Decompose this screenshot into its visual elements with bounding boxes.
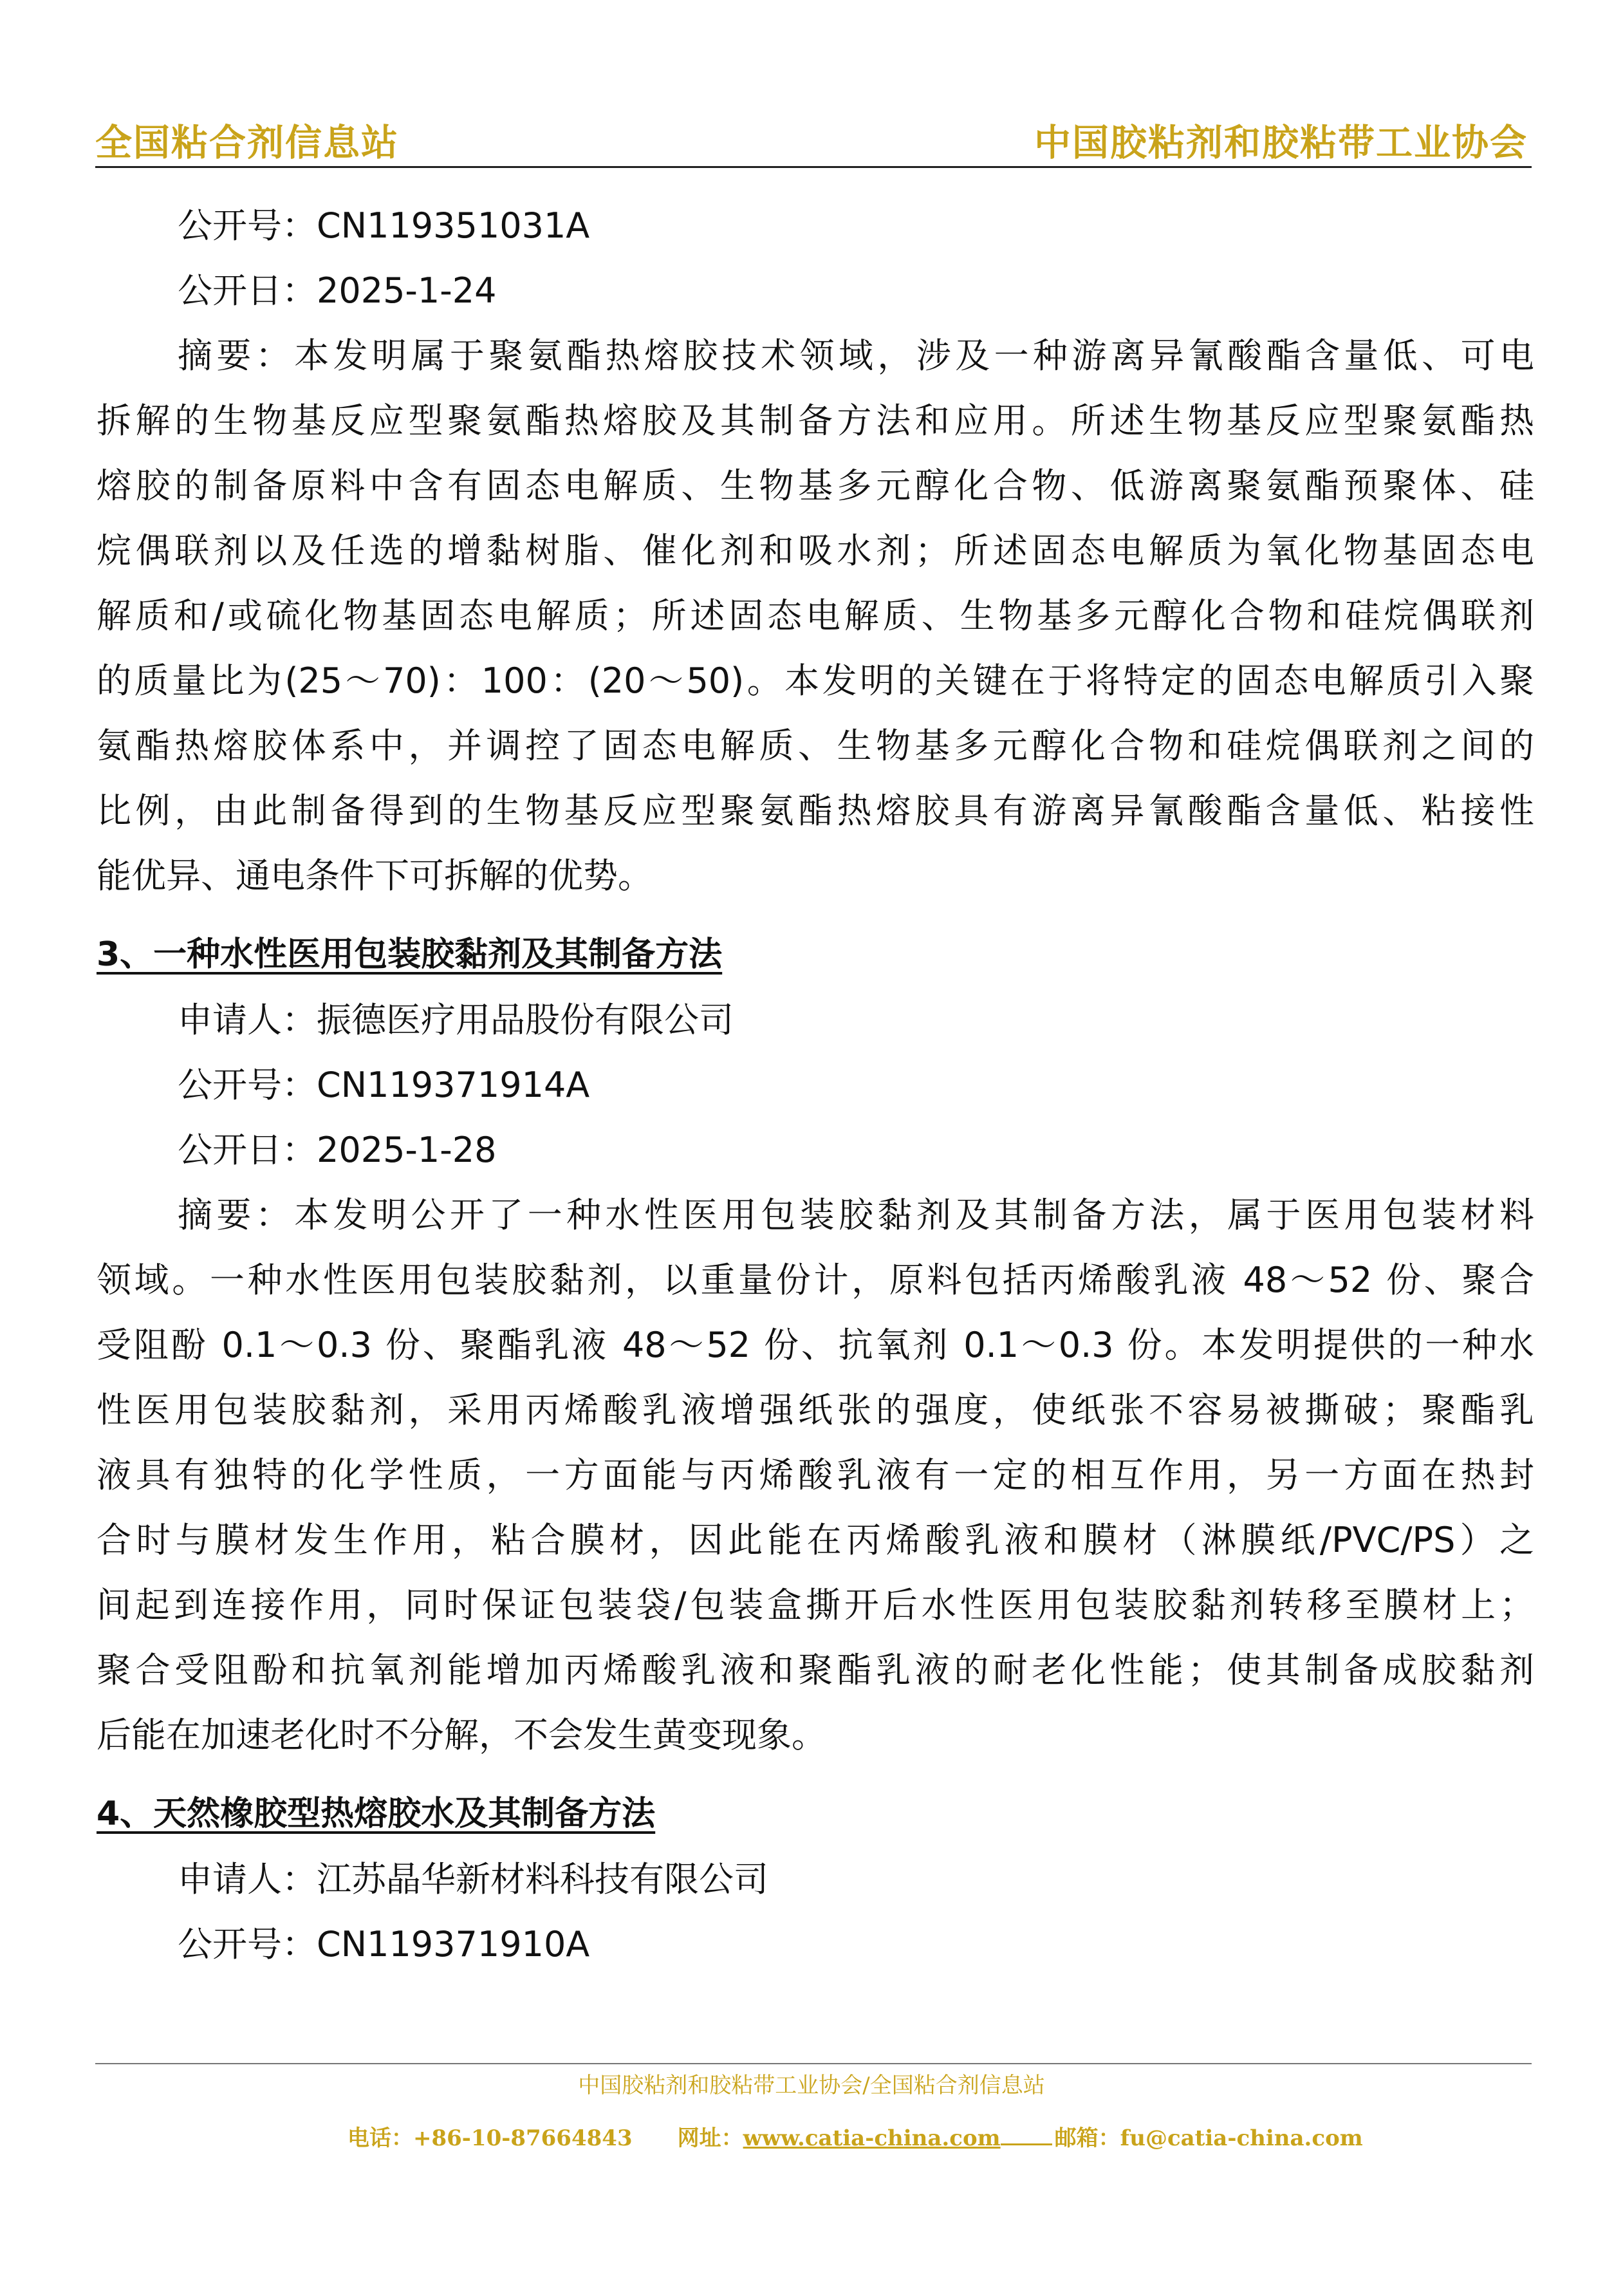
abstract-line: 烷偶联剂以及任选的增黏树脂、催化剂和吸水剂；所述固态电解质为氧化物基固态电 (97, 530, 1534, 571)
abstract-line: 液具有独特的化学性质，一方面能与丙烯酸乳液有一定的相互作用，另一方面在热封 (97, 1455, 1534, 1495)
header-divider (95, 166, 1532, 168)
abstract-line: 受阻酚 0.1～0.3 份、聚酯乳液 48～52 份、抗氧剂 0.1～0.3 份。本发明提供的一种水 (97, 1325, 1534, 1365)
item3-applicant: 申请人：振德医疗用品股份有限公司 (178, 1000, 734, 1040)
item2-abstract (97, 323, 1534, 908)
item4-pub-no: 公开号：CN119371910A (178, 1924, 590, 1965)
footer-email[interactable]: 邮箱：fu@catia-china.com (1054, 2125, 1363, 2151)
abstract-line: 领域。一种水性医用包装胶黏剂，以重量份计，原料包括丙烯酸乳液 48～52 份、聚合 (97, 1260, 1534, 1300)
abstract-line: 的质量比为(25～70)：100：(20～50)。本发明的关键在于将特定的固态电解质引入聚 (97, 660, 1534, 701)
footer-contact-line (348, 2120, 1363, 2152)
header-left-title: 全国粘合剂信息站 (95, 121, 399, 164)
footer-site-link[interactable]: www.catia-china.com (743, 2125, 1001, 2151)
abstract-line: 比例，由此制备得到的生物基反应型聚氨酯热熔胶具有游离异氰酸酯含量低、粘接性 (97, 790, 1534, 831)
header-right-title: 中国胶粘剂和胶粘带工业协会 (1034, 121, 1528, 164)
item3-pub-date: 公开日：2025-1-28 (178, 1130, 497, 1170)
item3-pub-no: 公开号：CN119371914A (178, 1065, 590, 1105)
item4-applicant: 申请人：江苏晶华新材料科技有限公司 (178, 1859, 768, 1899)
item3-abstract (97, 1182, 1534, 1768)
abstract-line: 间起到连接作用，同时保证包装袋/包装盒撕开后水性医用包装胶黏剂转移至膜材上； (97, 1585, 1534, 1625)
footer-phone: 电话：+86-10-87664843 (348, 2125, 633, 2151)
abstract-line: 解质和/或硫化物基固态电解质；所述固态电解质、生物基多元醇化合物和硅烷偶联剂 (97, 595, 1534, 636)
abstract-line: 摘要：本发明公开了一种水性医用包装胶黏剂及其制备方法，属于医用包装材料 (178, 1195, 1534, 1235)
abstract-line: 拆解的生物基反应型聚氨酯热熔胶及其制备方法和应用。所述生物基反应型聚氨酯热 (97, 400, 1534, 441)
abstract-line: 摘要：本发明属于聚氨酯热熔胶技术领域，涉及一种游离异氰酸酯含量低、可电 (178, 335, 1534, 376)
item4-title-text: 4、天然橡胶型热熔胶水及其制备方法 (97, 1795, 656, 1833)
footer-org-line: 中国胶粘剂和胶粘带工业协会/全国粘合剂信息站 (578, 2073, 1045, 2098)
footer-site-label: 网址： (677, 2125, 743, 2151)
abstract-line: 能优异、通电条件下可拆解的优势。 (97, 855, 653, 896)
abstract-line: 聚合受阻酚和抗氧剂能增加丙烯酸乳液和聚酯乳液的耐老化性能；使其制备成胶黏剂 (97, 1650, 1534, 1690)
item2-pub-date: 公开日：2025-1-24 (178, 270, 497, 311)
item2-pub-no: 公开号：CN119351031A (178, 205, 590, 246)
abstract-line: 性医用包装胶黏剂，采用丙烯酸乳液增强纸张的强度，使纸张不容易被撕破；聚酯乳 (97, 1390, 1534, 1430)
document-body (97, 193, 1534, 1977)
item4-title (97, 1782, 1534, 1847)
footer-divider (95, 2063, 1532, 2064)
abstract-line: 熔胶的制备原料中含有固态电解质、生物基多元醇化合物、低游离聚氨酯预聚体、硅 (97, 465, 1534, 506)
abstract-line: 后能在加速老化时不分解，不会发生黄变现象。 (97, 1715, 826, 1755)
item3-title (97, 922, 1534, 987)
abstract-line: 氨酯热熔胶体系中，并调控了固态电解质、生物基多元醇化合物和硅烷偶联剂之间的 (97, 725, 1534, 766)
abstract-line: 合时与膜材发生作用，粘合膜材，因此能在丙烯酸乳液和膜材（淋膜纸/PVC/PS）之 (97, 1520, 1534, 1560)
item3-title-text: 3、一种水性医用包装胶黏剂及其制备方法 (97, 935, 723, 974)
